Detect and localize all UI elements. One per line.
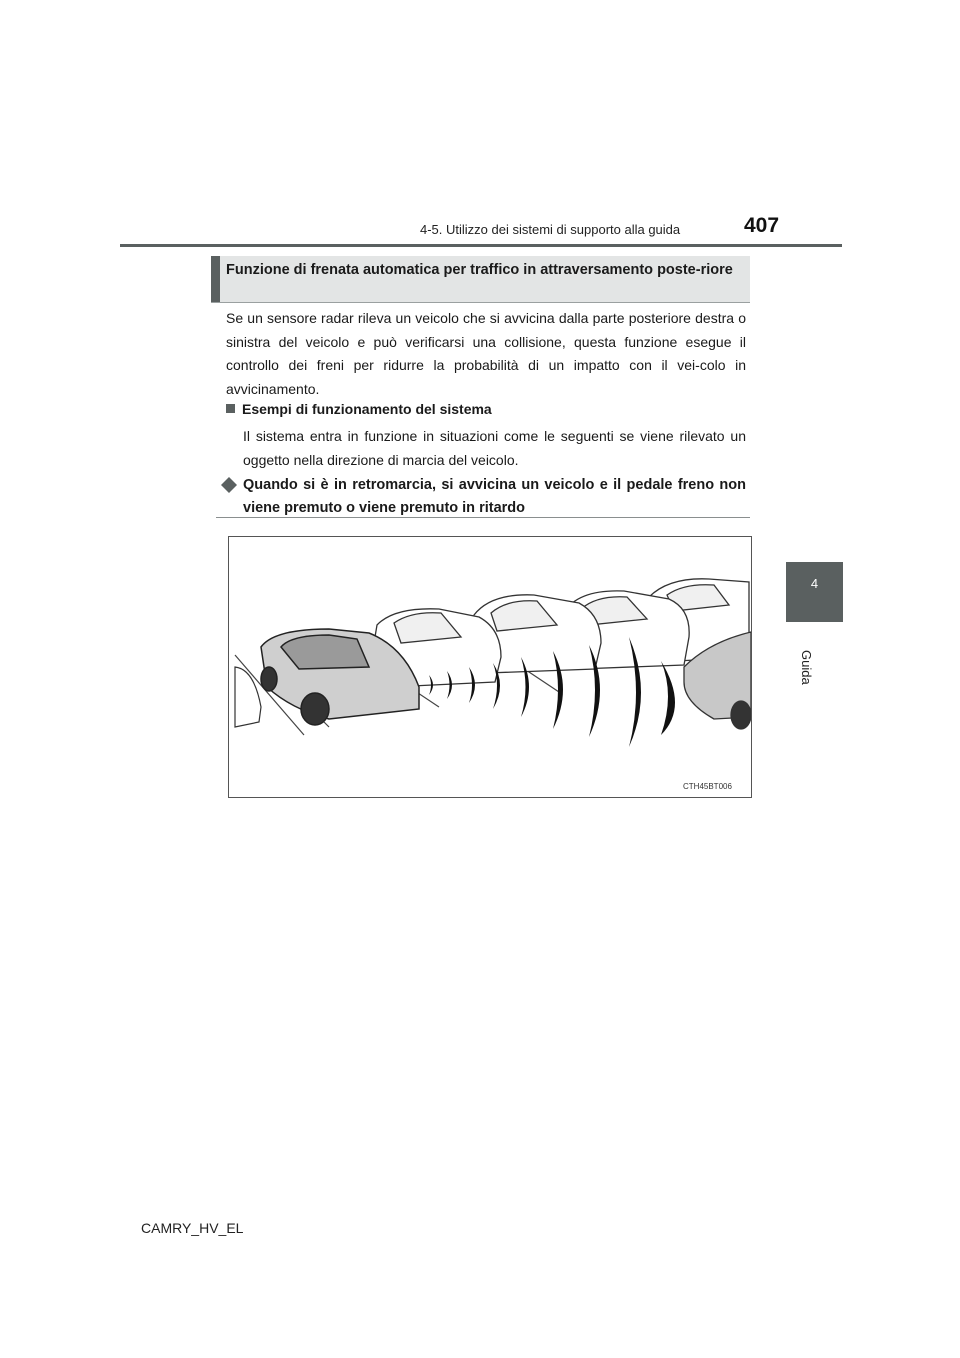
section-title: Funzione di frenata automatica per traffico in attraversamento poste-riore [226,262,733,278]
case-divider [216,517,750,518]
illustration-frame [228,536,752,798]
figure-code: CTH45BT006 [683,782,732,791]
footer-model: CAMRY_HV_EL [141,1220,244,1236]
examples-heading-label: Esempi di funzionamento del sistema [242,401,492,417]
examples-heading [226,400,492,418]
header-section-title: 4-5. Utilizzo dei sistemi di supporto alla guida [420,222,681,237]
chapter-label: Guida [799,650,814,685]
page-number: 407 [744,214,780,237]
examples-paragraph: Il sistema entra in funzione in situazioni come le seguenti se viene rilevato un oggetto nella direzione di marcia del veicolo. [243,428,746,468]
intro-paragraph: Se un sensore radar rileva un veicolo che si avvicina dalla parte posteriore destra o sinistra del veicolo e può verificarsi una collisione, questa funzione esegue il controllo dei freni per ridurre la probabilità di un impatto con il vei-colo in avvicinamento. [226,310,746,397]
square-bullet-icon [226,404,235,413]
case-heading: Quando si è in retromarcia, si avvicina un veicolo e il pedale freno non viene premuto o viene premuto in ritardo [243,477,746,516]
section-title-accent-bar [211,256,220,302]
chapter-tab [786,562,843,622]
header-divider [120,244,842,247]
chapter-number: 4 [810,576,819,591]
diamond-bullet-icon [221,477,237,493]
parking-radar-illustration [229,537,751,797]
